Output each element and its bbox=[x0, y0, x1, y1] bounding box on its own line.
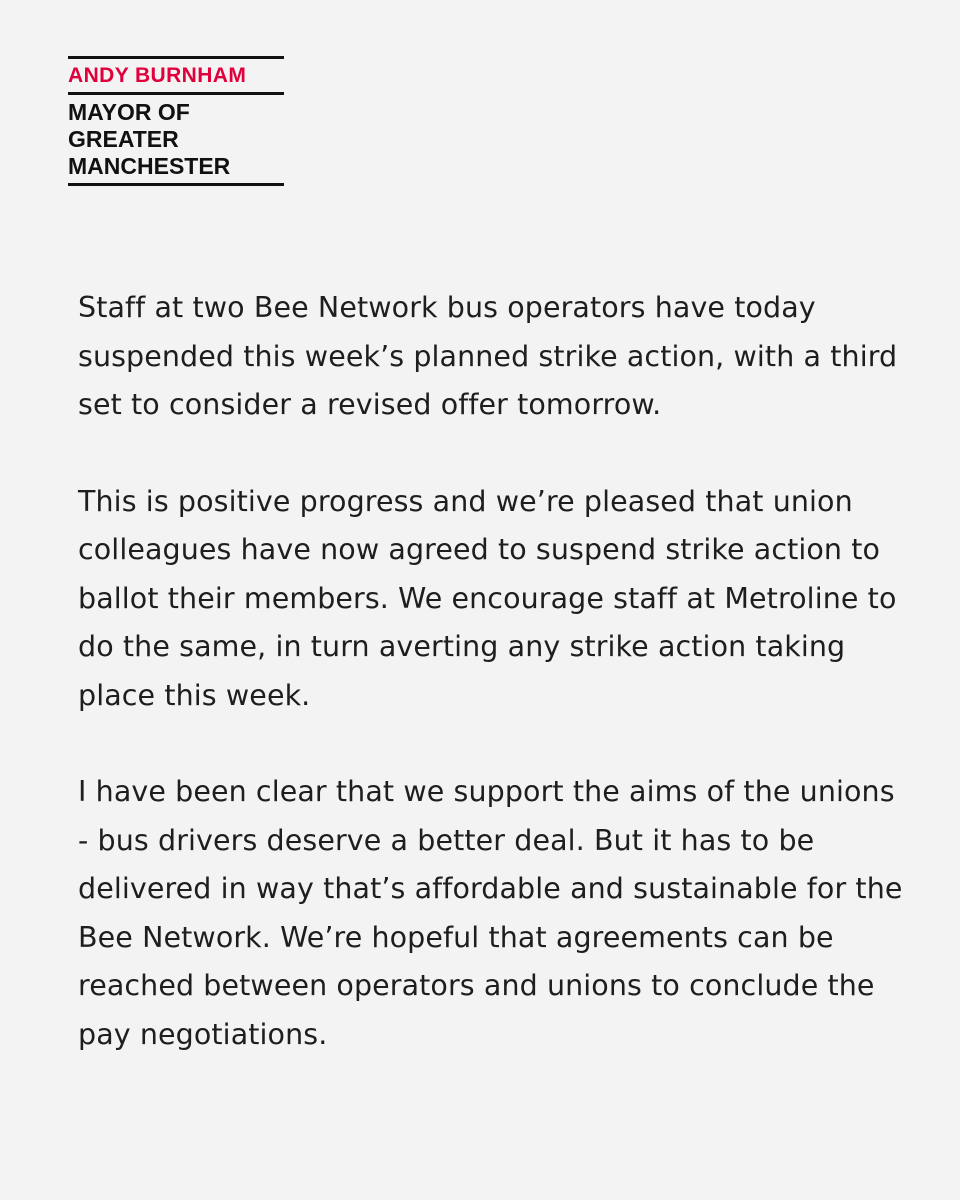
statement-paragraph: Staff at two Bee Network bus operators have today suspended this week’s planned strike action, with a third set to consider a revised offer tomorrow. bbox=[78, 291, 898, 421]
logo-name: ANDY BURNHAM bbox=[68, 64, 247, 87]
mayor-logo bbox=[68, 56, 284, 186]
logo-top-rule bbox=[68, 56, 284, 59]
statement-paragraph: I have been clear that we support the aims of the unions - bus drivers deserve a better deal. But it has to be delivered in way that’s affordable and sustainable for the Bee Network. We’re hopeful that agreements can be reached between operators and unions to conclude the pay negotiations. bbox=[78, 775, 903, 1051]
logo-title-line: MANCHESTER bbox=[68, 153, 231, 179]
logo-title-line: MAYOR OF bbox=[68, 99, 190, 125]
statement-body bbox=[78, 284, 908, 1107]
statement-paragraph: This is positive progress and we’re pleased that union colleagues have now agreed to suspend strike action to ballot their members. We encourage staff at Metroline to do the same, in turn averting any strike action taking place this week. bbox=[78, 484, 897, 712]
logo-title bbox=[68, 99, 284, 180]
logo-bottom-rule bbox=[68, 183, 284, 186]
logo-middle-rule bbox=[68, 92, 284, 95]
logo-title-line: GREATER bbox=[68, 126, 179, 152]
